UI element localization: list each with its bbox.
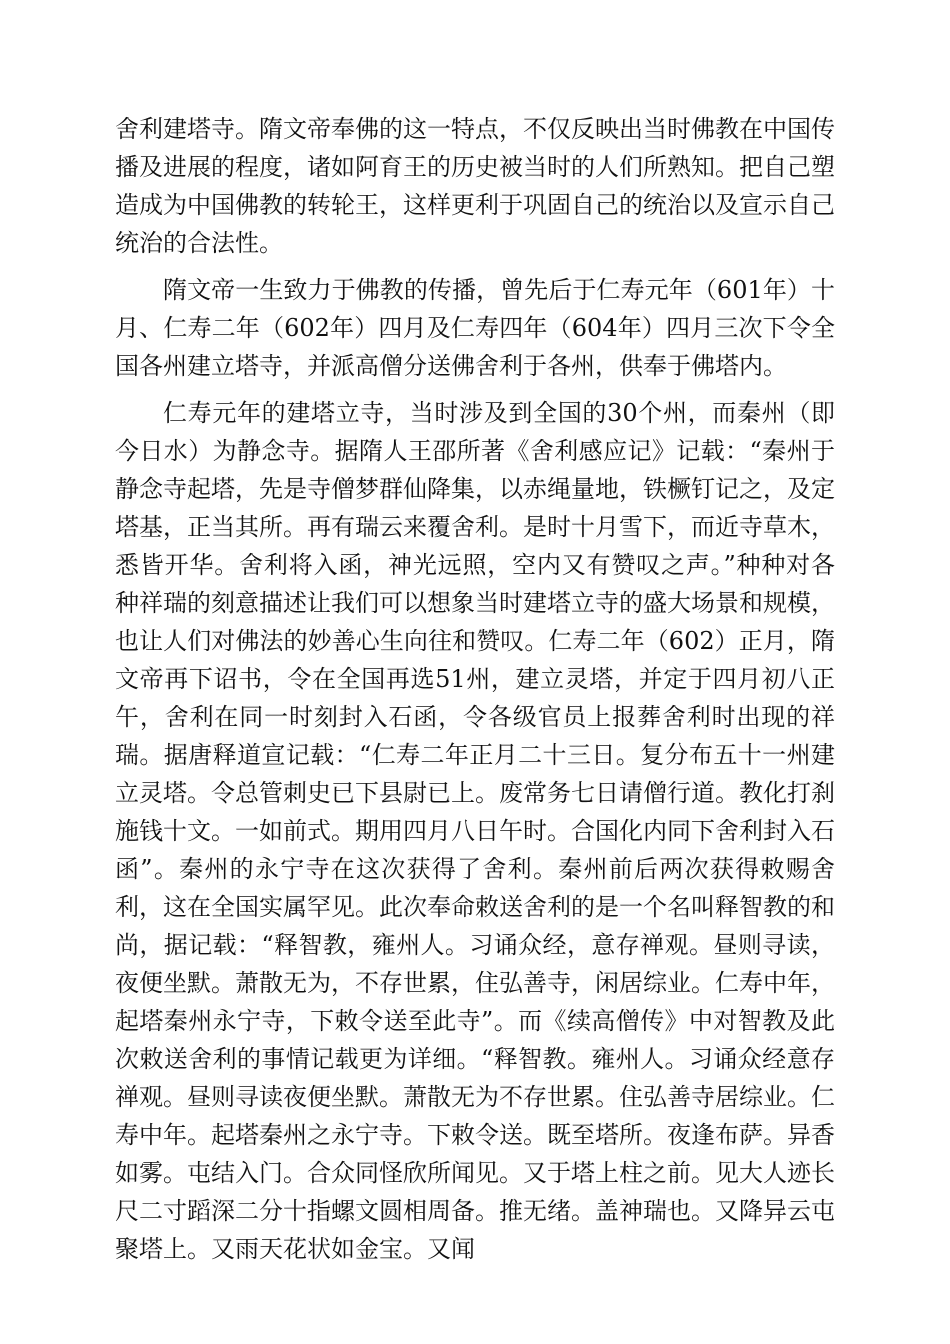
- paragraph-2: 隋文帝一生致力于佛教的传播，曾先后于仁寿元年（601年）十月、仁寿二年（602年）四月及仁寿四年（604年）四月三次下令全国各州建立塔寺，并派高僧分送佛舍利于各州，供奉于佛塔内。: [115, 276, 835, 380]
- document-body: [115, 110, 835, 1268]
- paragraph-1: 舍利建塔寺。隋文帝奉佛的这一特点，不仅反映出当时佛教在中国传播及进展的程度，诸如阿育王的历史被当时的人们所熟知。把自己塑造成为中国佛教的转轮王，这样更利于巩固自己的统治以及宣示自己统治的合法性。: [115, 115, 835, 257]
- paragraph-3: 仁寿元年的建塔立寺，当时涉及到全国的30个州，而秦州（即今日水）为静念寺。据隋人王邵所著《舍利感应记》记载：“秦州于静念寺起塔，先是寺僧梦群仙降集，以赤绳量地，铁橛钉记之，及定塔基，正当其所。再有瑞云来覆舍利。是时十月雪下，而近寺草木，悉皆开华。舍利将入函，神光远照，空内又有赞叹之声。”种种对各种祥瑞的刻意描述让我们可以想象当时建塔立寺的盛大场景和规模，也让人们对佛法的妙善心生向往和赞叹。仁寿二年（602）正月，隋文帝再下诏书，令在全国再选51州，建立灵塔，并定于四月初八正午，舍利在同一时刻封入石函，令各级官员上报葬舍利时出现的祥瑞。据唐释道宣记载：“仁寿二年正月二十三日。复分布五十一州建立灵塔。令总管刺史已下县尉已上。废常务七日请僧行道。教化打刹施钱十文。一如前式。期用四月八日午时。合国化内同下舍利封入石函”。秦州的永宁寺在这次获得了舍利。秦州前后两次获得敕赐舍利，这在全国实属罕见。此次奉命敕送舍利的是一个名叫释智教的和尚，据记载：“释智教，雍州人。习诵众经，意存禅观。昼则寻读，夜便坐默。萧散无为，不存世累，住弘善寺，闲居综业。仁寿中年，起塔秦州永宁寺，下敕令送至此寺”。而《续高僧传》中对智教及此次敕送舍利的事情记载更为详细。“释智教。雍州人。习诵众经意存禅观。昼则寻读夜便坐默。萧散无为不存世累。住弘善寺居综业。仁寿中年。起塔秦州之永宁寺。下敕令送。既至塔所。夜逢布萨。异香如雾。屯结入门。合众同怪欣所闻见。又于塔上柱之前。见大人迹长尺二寸蹈深二分十指螺文圆相周备。推无绪。盖神瑞也。又降异云屯聚塔上。又雨天花状如金宝。又闻: [115, 399, 835, 1263]
